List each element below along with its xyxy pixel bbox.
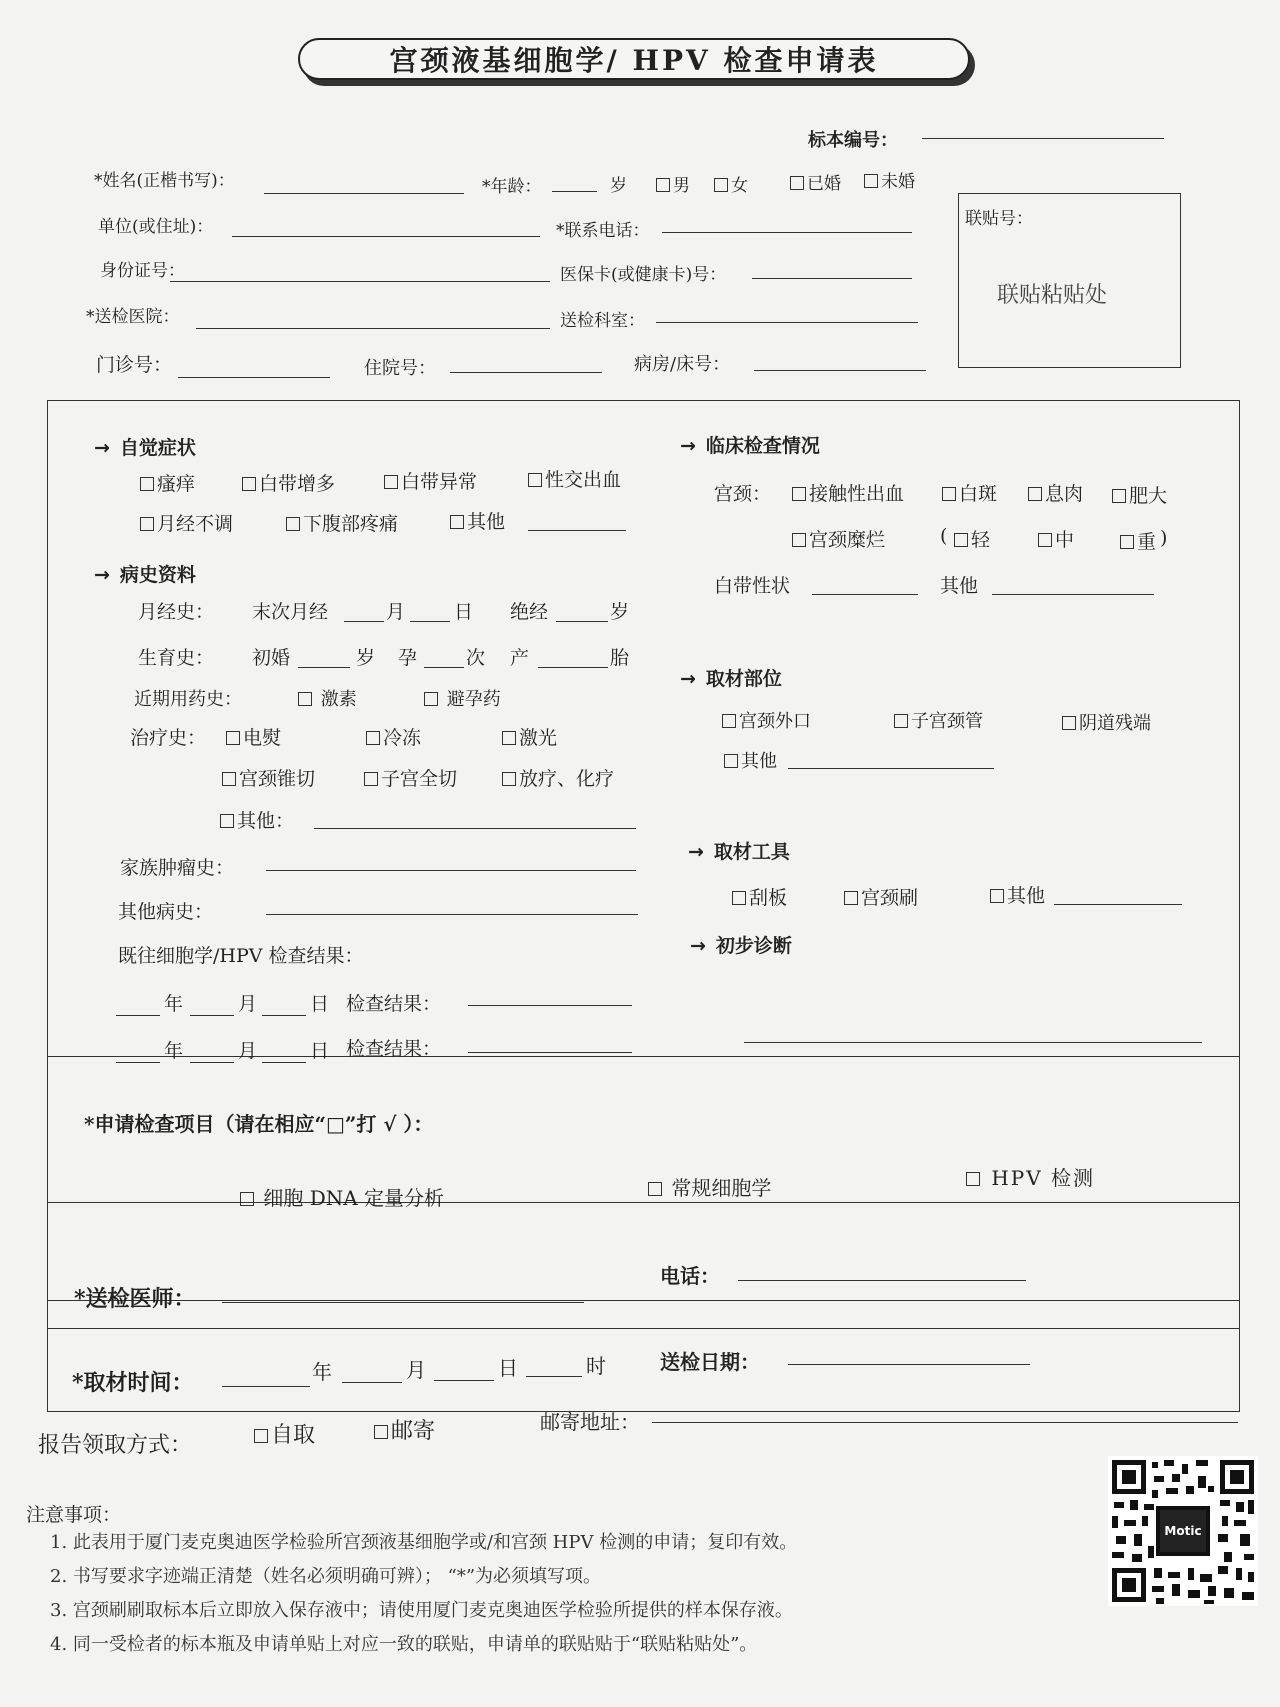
phone-label: *联系电话： [556,221,650,241]
prior2-result-label: 检查结果： [346,1038,442,1060]
age-unit: 岁 [610,176,627,196]
id-label: 身份证号： [100,261,185,281]
sampling-year-field[interactable] [222,1386,310,1387]
specimen-no-field[interactable] [922,138,1164,139]
prior1-year-field[interactable] [116,1015,160,1016]
erosion-checkbox[interactable]: 宫颈糜烂 [792,525,885,552]
birth-unit: 胎 [610,647,630,669]
tool-checkbox[interactable]: 宫颈刷 [844,883,918,910]
label-box-center: 联贴粘贴处 [997,283,1108,308]
doctor-field[interactable] [222,1302,584,1303]
symptom-checkbox[interactable]: 性交出血 [528,465,621,492]
treatment-checkbox[interactable]: 冷冻 [366,723,421,750]
prior1-year-unit: 年 [164,993,184,1015]
report-mail-checkbox[interactable]: 邮寄 [374,1414,435,1445]
tool-checkbox[interactable]: 刮板 [732,883,787,910]
note-item: 2. 书写要求字迹端正清楚（姓名必须明确可辨）； “*”为必须填写项。 [50,1566,602,1587]
prior1-day-field[interactable] [262,1015,306,1016]
prior2-day-unit: 日 [310,1040,330,1062]
mail-address-field[interactable] [652,1422,1238,1423]
married-checkbox[interactable]: 已婚 [790,169,841,194]
hospital-field[interactable] [196,328,550,329]
label-sticker-box [958,193,1181,368]
prior1-month-unit: 月 [238,993,258,1015]
prior2-year-field[interactable] [116,1062,160,1063]
birth-field[interactable] [538,667,608,668]
first-marriage-label: 初婚 [252,647,291,669]
symptom-checkbox[interactable]: 月经不调 [140,509,233,536]
phone-field[interactable] [662,232,912,233]
prior1-result-label: 检查结果： [346,993,442,1015]
arrow-icon: → [690,935,706,957]
cervix-checkbox[interactable]: 白斑 [942,479,997,506]
cervix-checkbox[interactable]: 接触性出血 [792,479,904,506]
female-checkbox[interactable]: 女 [714,171,748,196]
treatment-checkbox[interactable]: 宫颈锥切 [222,764,315,791]
divider-doctor [47,1202,1240,1203]
symptom-checkbox[interactable]: 白带增多 [242,469,335,496]
medication-label: 近期用药史： [134,689,242,710]
report-method-label: 报告领取方式： [38,1433,193,1458]
menopause-label: 绝经 [510,601,549,623]
symptom-other-field[interactable] [528,530,626,531]
sampling-day-field[interactable] [434,1380,494,1381]
sampling-hour-unit: 时 [586,1354,606,1378]
notes-heading: 注意事项： [26,1504,122,1526]
site-checkbox[interactable]: 子宫颈管 [894,707,983,733]
pregnancy-unit: 次 [466,647,486,669]
divider-request [47,1056,1240,1057]
treatment-checkbox[interactable]: 激光 [502,723,557,750]
qr-code [1108,1456,1258,1606]
id-field[interactable] [170,281,550,282]
arrow-icon: → [680,668,696,690]
symptom-checkbox[interactable]: 白带异常 [384,467,477,494]
site-checkbox[interactable]: 阴道残端 [1062,709,1151,735]
prior-results-label: 既往细胞学/HPV 检查结果： [118,945,364,967]
cervix-checkbox[interactable]: 肥大 [1112,481,1167,508]
request-dna-checkbox[interactable]: 细胞 DNA 定量分析 [240,1182,444,1211]
tool-other-checkbox[interactable]: 其他 [990,881,1045,908]
discharge-field[interactable] [812,594,918,595]
pregnancy-field[interactable] [424,667,464,668]
site-checkbox[interactable]: 宫颈外口 [722,707,811,733]
clinical-heading: → 临床检查情况 [680,435,820,457]
contraceptive-checkbox[interactable]: 避孕药 [424,685,501,711]
submit-date-label: 送检日期： [660,1350,760,1374]
tool-other-field[interactable] [1054,904,1182,905]
sampling-day-unit: 日 [498,1356,518,1380]
symptom-checkbox[interactable]: 下腹部疼痛 [286,509,398,536]
dept-label: 送检科室： [560,311,645,331]
treatment-other-checkbox[interactable]: 其他： [220,806,294,833]
fertility-label: 生育史： [138,647,215,669]
unmarried-checkbox[interactable]: 未婚 [864,167,915,192]
pregnancy-label: 孕 [398,647,418,669]
request-cytology-checkbox[interactable]: 常规细胞学 [648,1172,771,1201]
menstrual-label: 月经史： [138,601,215,623]
unit-label: 单位(或住址)： [98,217,214,237]
name-label: *姓名(正楷书写)： [94,171,235,191]
diagnosis-heading: → 初步诊断 [690,935,792,957]
qr-logo-text: Motic [1164,1524,1202,1538]
first-marriage-field[interactable] [298,667,350,668]
label-box-title: 联贴号： [965,209,1033,229]
ward-field[interactable] [754,370,926,371]
site-heading: → 取材部位 [680,668,782,690]
treatment-checkbox[interactable]: 放疗、化疗 [502,764,614,791]
qr-code-image [1108,1456,1258,1606]
arrow-icon: → [688,841,704,863]
prior2-day-field[interactable] [262,1062,306,1063]
prior2-year-unit: 年 [164,1040,184,1062]
inpatient-label: 住院号： [364,358,436,379]
symptoms-heading: → 自觉症状 [94,437,196,459]
divider-sampling [47,1300,1240,1301]
prior2-result-field[interactable] [468,1052,632,1053]
menopause-unit: 岁 [610,601,630,623]
hormone-checkbox[interactable]: 激素 [298,685,357,711]
unit-field[interactable] [232,236,540,237]
name-field[interactable] [264,193,464,194]
prior2-month-field[interactable] [190,1062,234,1063]
divider-bottom [47,1328,1240,1329]
family-tumor-field[interactable] [266,870,636,871]
diagnosis-field[interactable] [744,1042,1202,1043]
clinical-other-field[interactable] [992,594,1154,595]
age-field[interactable] [552,191,597,192]
sampling-time-label: *取材时间： [72,1370,194,1396]
form-title: 宫颈液基细胞学/ HPV 检查申请表 [298,38,970,80]
cervix-label: 宫颈： [714,483,772,505]
lmp-label: 末次月经 [252,601,329,623]
ward-label: 病房/床号： [634,354,731,375]
lmp-month-unit: 月 [386,601,406,623]
report-self-checkbox[interactable]: 自取 [254,1418,315,1449]
prior1-month-field[interactable] [190,1015,234,1016]
sampling-month-unit: 月 [406,1358,426,1382]
note-item: 4. 同一受检者的标本瓶及申请单贴上对应一致的联贴，申请单的联贴贴于“联贴粘贴处”。 [50,1634,758,1655]
mail-address-label: 邮寄地址： [540,1410,640,1434]
arrow-icon: → [680,435,696,457]
dept-field[interactable] [656,322,918,323]
outpatient-label: 门诊号： [96,354,173,376]
insurance-label: 医保卡(或健康卡)号： [560,265,727,285]
specimen-no-label: 标本编号： [808,130,898,151]
inpatient-field[interactable] [450,372,602,373]
arrow-icon: → [94,564,110,586]
arrow-icon: → [94,437,110,459]
age-label: *年龄： [482,177,542,197]
lmp-month-field[interactable] [344,621,384,622]
erosion-moderate-checkbox[interactable]: 中 [1038,525,1074,552]
prior1-day-unit: 日 [310,993,330,1015]
request-hpv-checkbox[interactable]: HPV 检测 [966,1162,1095,1191]
doctor-phone-field[interactable] [738,1280,1026,1281]
lmp-day-field[interactable] [410,621,450,622]
discharge-label: 白带性状 [714,575,791,597]
symptom-checkbox[interactable]: 其他 [450,507,505,534]
erosion-mild-checkbox[interactable]: 轻 [954,525,990,552]
other-history-field[interactable] [266,914,638,915]
request-heading: *申请检查项目（请在相应“□”打 √ ）： [84,1112,434,1136]
treatment-checkbox[interactable]: 电熨 [226,723,281,750]
doctor-label: *送检医师： [74,1286,196,1312]
insurance-field[interactable] [752,278,912,279]
site-other-field[interactable] [788,768,994,769]
clinical-other-label: 其他 [940,575,979,597]
prior1-result-field[interactable] [468,1005,632,1006]
family-tumor-label: 家族肿瘤史： [120,857,235,879]
erosion-open-paren: ( [940,525,948,547]
doctor-phone-label: 电话： [660,1264,720,1288]
erosion-severe-checkbox[interactable]: 重 [1120,527,1156,554]
lmp-day-unit: 日 [454,601,474,623]
history-heading: → 病史资料 [94,564,196,586]
first-marriage-unit: 岁 [356,647,376,669]
tools-heading: → 取材工具 [688,841,790,863]
sampling-hour-field[interactable] [526,1376,582,1377]
other-history-label: 其他病史： [118,901,214,923]
male-checkbox[interactable]: 男 [656,171,690,196]
hospital-label: *送检医院： [86,307,180,327]
submit-date-field[interactable] [788,1364,1030,1365]
symptom-checkbox[interactable]: 瘙痒 [140,469,195,496]
outpatient-field[interactable] [178,377,330,378]
menopause-field[interactable] [556,621,608,622]
cervix-checkbox[interactable]: 息肉 [1028,479,1083,506]
treatment-label: 治疗史： [130,727,207,749]
sampling-year-unit: 年 [312,1360,332,1384]
note-item: 1. 此表用于厦门麦克奥迪医学检验所宫颈液基细胞学或/和宫颈 HPV 检测的申请；复印有效。 [50,1532,798,1553]
birth-label: 产 [510,647,530,669]
erosion-close-paren: ) [1160,527,1168,549]
prior2-month-unit: 月 [238,1040,258,1062]
treatment-checkbox[interactable]: 子宫全切 [364,764,457,791]
site-other-checkbox[interactable]: 其他 [724,747,777,773]
sampling-month-field[interactable] [342,1382,402,1383]
note-item: 3. 宫颈刷刷取标本后立即放入保存液中；请使用厦门麦克奥迪医学检验所提供的样本保存液。 [50,1600,793,1621]
treatment-other-field[interactable] [314,828,636,829]
